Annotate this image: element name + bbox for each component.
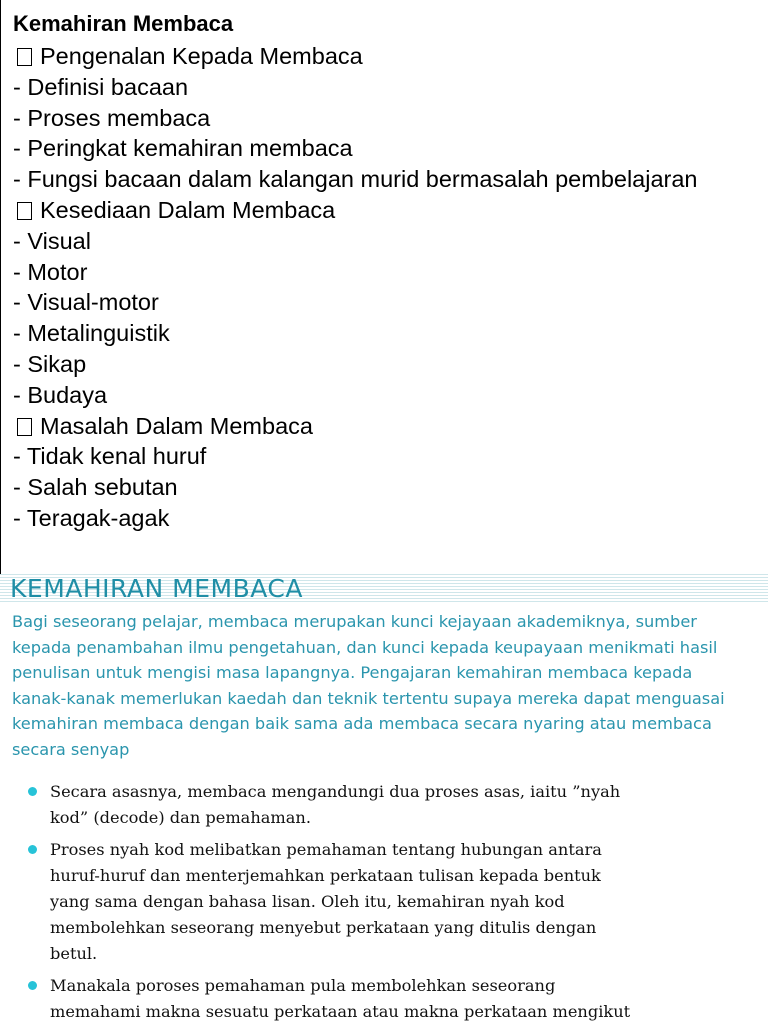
outline-text: - Fungsi bacaan dalam kalangan murid bermasalah pembelajaran — [13, 166, 698, 193]
slide-2-bullet-list — [28, 779, 748, 1031]
outline-text: - Tidak kenal huruf — [13, 443, 207, 470]
outline-item — [13, 441, 768, 472]
bullet-line: Secara asasnya, membaca mengandungi dua proses asas, iaitu ”nyah — [50, 782, 621, 801]
intro-line: secara senyap — [12, 739, 130, 759]
slide-1-outline — [13, 41, 768, 534]
bullet-line: membolehkan seseorang menyebut perkataan yang ditulis dengan — [50, 918, 597, 937]
outline-item — [13, 257, 768, 288]
outline-item — [13, 349, 768, 380]
bullet-line: huruf-huruf dan menterjemahkan perkataan tulisan kepada bentuk — [50, 866, 601, 885]
outline-text: - Visual-motor — [13, 289, 159, 316]
missing-glyph-box-icon — [17, 48, 32, 66]
slide-2 — [0, 574, 768, 1024]
intro-line: Bagi seseorang pelajar, membaca merupakan kunci kejayaan akademiknya, sumber — [12, 612, 697, 631]
bullet-item — [28, 973, 748, 1025]
outline-item — [13, 318, 768, 349]
slide-2-title: KEMAHIRAN MEMBACA — [10, 574, 303, 603]
outline-text: - Sikap — [13, 350, 87, 377]
intro-line: kepada penambahan ilmu pengetahuan, dan kunci kepada keupayaan menikmati hasil — [12, 637, 718, 657]
outline-text: - Visual — [13, 227, 91, 254]
bullet-line: Manakala poroses pemahaman pula membolehkan seseorang — [50, 976, 556, 995]
outline-item — [13, 472, 768, 503]
slide-2-intro — [12, 609, 764, 762]
outline-text: - Proses membaca — [13, 104, 211, 131]
outline-item — [13, 164, 768, 195]
outline-heading — [13, 195, 768, 226]
outline-item — [13, 226, 768, 257]
outline-item — [13, 380, 768, 411]
outline-text: Pengenalan Kepada Membaca — [40, 43, 363, 69]
outline-text: - Motor — [13, 258, 88, 285]
outline-text: - Metalinguistik — [13, 320, 170, 347]
bullet-line: betul. — [50, 944, 98, 963]
outline-text: Masalah Dalam Membaca — [40, 412, 313, 439]
outline-item — [13, 503, 768, 534]
bullet-line: kod” (decode) dan pemahaman. — [50, 808, 311, 827]
bullet-item — [28, 837, 748, 967]
outline-heading — [13, 41, 768, 72]
missing-glyph-box-icon — [17, 418, 32, 436]
outline-heading — [13, 411, 768, 442]
outline-text: - Definisi bacaan — [13, 73, 189, 100]
intro-line: kanak-kanak memerlukan kaedah dan teknik tertentu supaya mereka dapat menguasai — [12, 688, 725, 708]
bullet-dot-icon — [28, 787, 37, 796]
bullet-item — [28, 779, 748, 831]
outline-item — [13, 133, 768, 164]
missing-glyph-box-icon — [17, 202, 32, 220]
bullet-line: yang sama dengan bahasa lisan. Oleh itu, kemahiran nyah kod — [50, 892, 565, 911]
bullet-dot-icon — [28, 845, 37, 854]
outline-item — [13, 103, 768, 134]
slide-1-title: Kemahiran Membaca — [13, 11, 234, 36]
intro-line: kemahiran membaca dengan baik sama ada membaca secara nyaring atau membaca — [12, 714, 712, 733]
outline-item — [13, 287, 768, 318]
bullet-line: Proses nyah kod melibatkan pemahaman tentang hubungan antara — [50, 840, 602, 859]
outline-item — [13, 72, 768, 103]
intro-line: penulisan untuk mengisi masa lapangnya. Pengajaran kemahiran membaca kepada — [12, 663, 693, 682]
outline-text: Kesediaan Dalam Membaca — [40, 196, 336, 223]
bullet-line: memahami makna sesuatu perkataan atau makna perkataan mengikut — [50, 1002, 631, 1021]
outline-text: - Peringkat kemahiran membaca — [13, 135, 353, 162]
outline-text: - Budaya — [13, 381, 108, 408]
bullet-dot-icon — [28, 981, 37, 990]
outline-text: - Teragak-agak — [13, 504, 170, 531]
outline-text: - Salah sebutan — [13, 474, 178, 501]
